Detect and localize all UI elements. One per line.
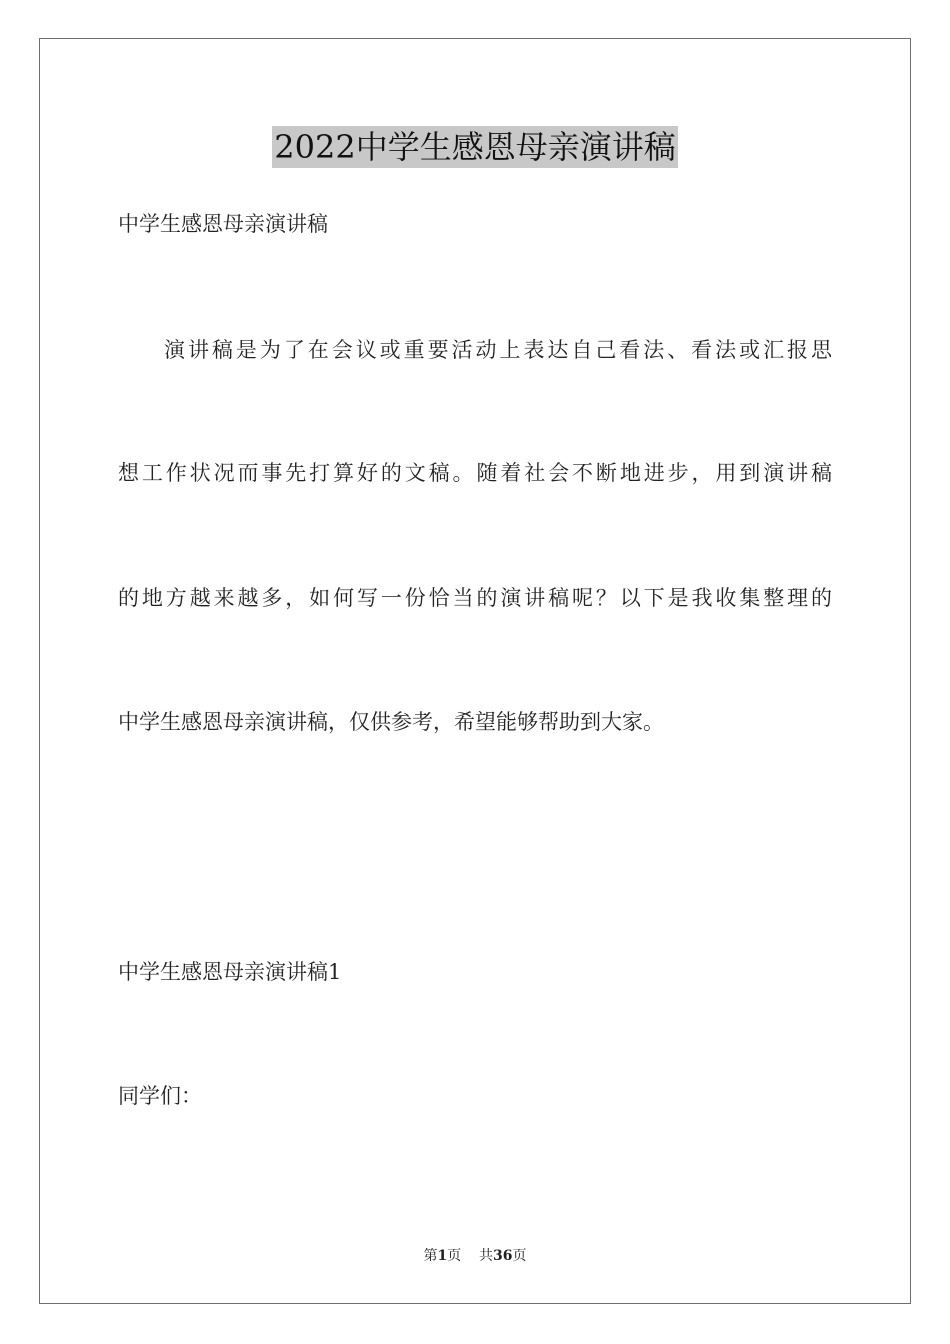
footer-total-prefix: 共: [479, 1248, 494, 1264]
section-heading: 中学生感恩母亲演讲稿1: [118, 960, 342, 984]
title-container: [0, 126, 950, 168]
footer-page-number: 1: [437, 1248, 448, 1264]
greeting: 同学们：: [118, 1084, 202, 1108]
page-footer: [0, 1246, 950, 1266]
intro-line-3: 的地方越来越多，如何写一份恰当的演讲稿呢？以下是我收集整理的: [118, 586, 832, 610]
footer-total-suffix: 页: [512, 1248, 527, 1264]
footer-total-pages: 36: [493, 1248, 513, 1264]
intro-line-2: 想工作状况而事先打算好的文稿。随着社会不断地进步，用到演讲稿: [118, 461, 832, 485]
footer-page-suffix: 页: [447, 1248, 462, 1264]
intro-line-4: 中学生感恩母亲演讲稿，仅供参考，希望能够帮助到大家。: [118, 710, 664, 734]
document-title: 2022中学生感恩母亲演讲稿: [274, 128, 676, 166]
footer-page-prefix: 第: [423, 1248, 438, 1264]
document-subtitle: 中学生感恩母亲演讲稿: [118, 212, 328, 236]
intro-line-1: 演讲稿是为了在会议或重要活动上表达自己看法、看法或汇报思: [164, 338, 832, 362]
